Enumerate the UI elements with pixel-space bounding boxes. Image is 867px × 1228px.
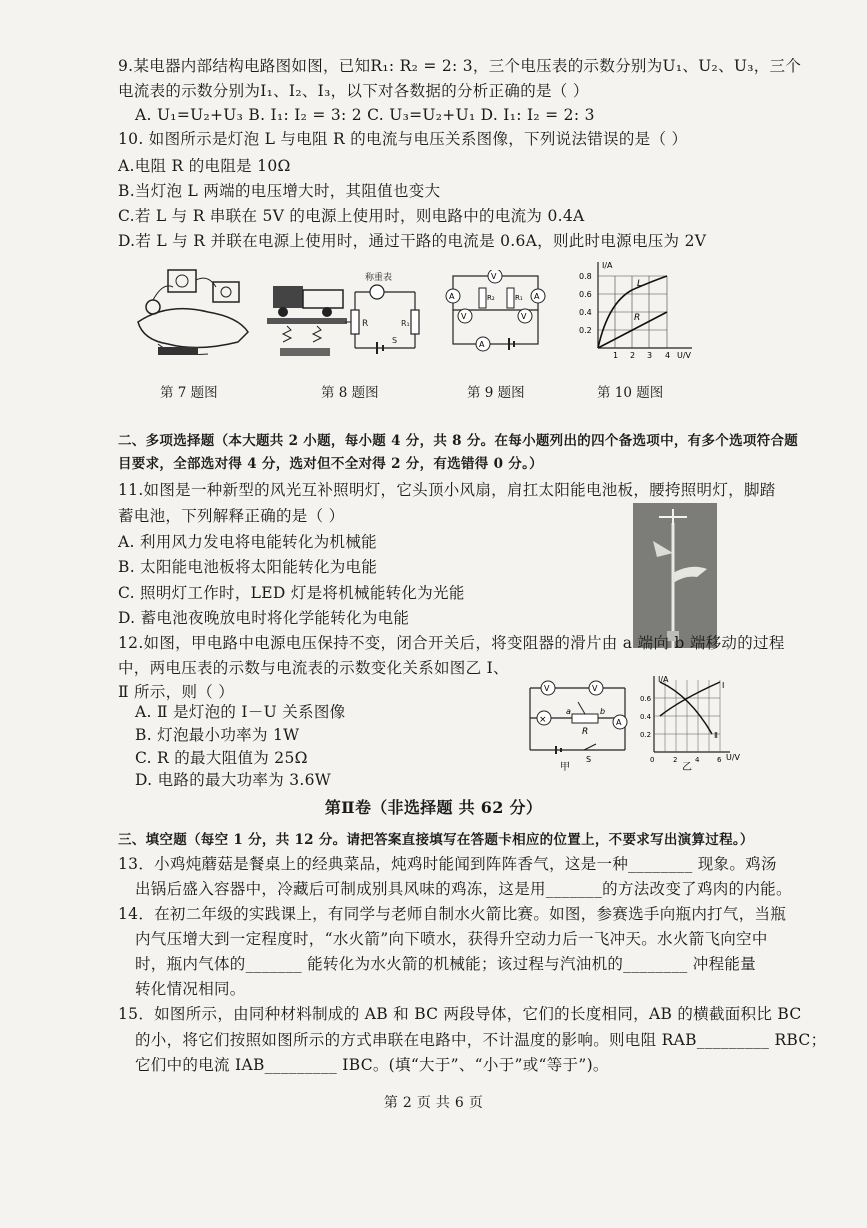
fig10-y-axis-label: I/A (602, 261, 613, 270)
svg-text:V: V (491, 272, 497, 281)
q14-line2: 内气压增大到一定程度时，“水火箭”向下喷水，获得升空动力后一飞冲天。水火箭飞向空中 (135, 930, 768, 948)
section3-heading: 三、填空题（每空 1 分，共 12 分。请把答案直接填写在答题卡相应的位置上，不要求写出演算过程。） (118, 832, 754, 848)
fig7-apparatus (128, 262, 258, 362)
q12-graph-x-tick: 4 (695, 756, 700, 764)
fig8-weighing-circuit (265, 268, 430, 363)
q10-stem: 10. 如图所示是灯泡 L 与电阻 R 的电流与电压关系图像，下列说法错误的是（ ） (118, 130, 688, 148)
fig10-x-tick: 2 (630, 351, 636, 360)
q10-option-d: D.若 L 与 R 并联在电源上使用时，通过干路的电流是 0.6A，则此时电源电压为 2V (118, 232, 707, 250)
fig10-x-tick: 1 (613, 351, 619, 360)
q12-graph-yi (640, 672, 745, 772)
svg-text:A: A (616, 718, 622, 727)
q9-line2: 电流表的示数分别为I₁、I₂、I₃，以下对各数据的分析正确的是（ ） (118, 82, 589, 100)
fig10-x-tick: 4 (665, 351, 671, 360)
fig10-x-axis-label: U/V (677, 351, 692, 360)
street-lamp-photo (633, 503, 717, 648)
q14-line1: 14．在初二年级的实践课上，有同学与老师自制水火箭比赛。如图，参赛选手向瓶内打气，当瓶 (118, 905, 787, 923)
q12-line2: 中，两电压表的示数与电流表的示数变化关系如图乙 Ⅰ、 (118, 659, 509, 677)
section2-heading-line2: 目要求，全部选对得 4 分，选对但不全对得 2 分，有选错得 0 分。） (118, 456, 543, 472)
q13-line2: 出锅后盛入容器中，冷藏后可制成别具风味的鸡冻，这是用_______的方法改变了鸡肉的内能。 (135, 880, 792, 898)
q15-line1: 15．如图所示，由同种材料制成的 AB 和 BC 两段导体，它们的长度相同，AB 的横截面积比 BC (118, 1005, 802, 1023)
q10-option-b: B.当灯泡 L 两端的电压增大时，其阻值也变大 (118, 182, 441, 200)
q12-graph-x-label: U/V (726, 753, 741, 762)
fig10-curve-l-label: L (637, 279, 643, 289)
q12-circuit-a-label: a (566, 707, 571, 716)
q12-graph-x-tick: 0 (650, 756, 655, 764)
q14-line3: 时，瓶内气体的_______ 能转化为水火箭的机械能；该过程与汽油机的________ 冲程能量 (135, 955, 757, 973)
q11-option-c: C. 照明灯工作时，LED 灯是将机械能转化为光能 (118, 584, 465, 602)
q12-circuit-r-label: R (582, 727, 589, 737)
svg-text:A: A (479, 340, 485, 349)
section2-heading-line1: 二、多项选择题（本大题共 2 小题，每小题 4 分，共 8 分。在每小题列出的四个备选项中，有多个选项符合题 (118, 433, 799, 449)
fig10-iu-graph (572, 258, 702, 363)
q10-option-a: A.电阻 R 的电阻是 10Ω (118, 157, 291, 175)
q12-circuit-b-label: b (600, 707, 606, 716)
fig8-s-label: S (392, 336, 398, 345)
svg-text:×: × (539, 715, 547, 725)
page-footer: 第 2 页 共 6 页 (383, 1095, 484, 1111)
fig10-y-tick: 0.2 (579, 326, 592, 335)
fig8-meter-label: 称重表 (365, 273, 393, 283)
fig9-caption: 第 9 题图 (467, 385, 525, 401)
part2-title: 第Ⅱ卷（非选择题 共 62 分） (324, 798, 543, 817)
q12-line1: 12.如图，甲电路中电源电压保持不变，闭合开关后，将变阻器的滑片由 a 端向 b 端移动的过程 (118, 634, 785, 652)
q12-option-c: C. R 的最大阻值为 25Ω (135, 749, 308, 767)
fig10-y-tick: 0.6 (579, 290, 592, 299)
q15-line2: 的小，将它们按照如图所示的方式串联在电路中，不计温度的影响。则电阻 RAB_________ RBC； (135, 1031, 827, 1049)
q12-graph-y-tick: 0.2 (640, 731, 652, 739)
svg-text:V: V (592, 684, 598, 693)
q9-options: A. U₁=U₂+U₃ B. I₁: I₂ = 3: 2 C. U₃=U₂+U₁ D. I₁: I₂ = 2: 3 (135, 106, 595, 124)
q12-graph-curve-label: Ⅱ (714, 731, 718, 740)
q12-option-d: D. 电路的最大功率为 3.6W (135, 771, 332, 789)
fig8-caption: 第 8 题图 (321, 385, 379, 401)
svg-text:A: A (449, 292, 455, 301)
q12-option-b: B. 灯泡最小功率为 1W (135, 726, 300, 744)
q12-graph-y-tick: 0.6 (640, 695, 652, 703)
q9-line1: 9.某电器内部结构电路图如图，已知R₁: R₂ = 2: 3，三个电压表的示数分别为U₁、U₂、U₃，三个 (118, 57, 802, 75)
q11-option-b: B. 太阳能电池板将太阳能转化为电能 (118, 558, 378, 576)
q12-graph-y-tick: 0.4 (640, 713, 652, 721)
fig10-y-tick: 0.4 (579, 308, 592, 317)
fig10-caption: 第 10 题图 (597, 385, 664, 401)
q11-option-a: A. 利用风力发电将电能转化为机械能 (118, 533, 377, 551)
fig10-x-tick: 3 (647, 351, 653, 360)
q10-option-c: C.若 L 与 R 串联在 5V 的电源上使用时，则电路中的电流为 0.4A (118, 207, 585, 225)
q12-fig-jia-label: 甲 (560, 762, 570, 772)
q12-graph-x-tick: 2 (673, 756, 678, 764)
q12-graph-y-label: I/A (658, 675, 669, 684)
svg-text:V: V (544, 684, 550, 693)
svg-text:V: V (521, 312, 527, 321)
q12-graph-x-tick: 6 (717, 756, 722, 764)
fig8-r1-label: R₁ (401, 319, 410, 328)
q12-graph-curve-label: Ⅰ (722, 681, 725, 690)
q11-line1: 11.如图是一种新型的风光互补照明灯，它头顶小风扇，肩扛太阳能电池板，腰挎照明灯，脚踏 (118, 481, 776, 499)
fig9-r1-label: R₁ (515, 294, 523, 302)
q12-line3: Ⅱ 所示，则（ ） (118, 683, 235, 701)
fig10-y-tick: 0.8 (579, 272, 592, 281)
svg-text:A: A (534, 292, 540, 301)
q12-option-a: A. Ⅱ 是灯泡的 I－U 关系图像 (135, 703, 346, 721)
q13-line1: 13．小鸡炖蘑菇是餐桌上的经典菜品，炖鸡时能闻到阵阵香气，这是一种________ 现象。鸡汤 (118, 855, 777, 873)
q15-line3: 它们中的电流 IAB_________ IBC。(填“大于”、“小于”或“等于”)。 (135, 1056, 609, 1074)
fig7-caption: 第 7 题图 (160, 385, 218, 401)
q12-fig-yi-label: 乙 (682, 762, 692, 772)
fig8-r-label: R (362, 319, 369, 329)
q14-line4: 转化情况相同。 (135, 980, 246, 998)
fig10-curve-r-label: R (634, 313, 641, 323)
svg-text:V: V (461, 312, 467, 321)
q11-option-d: D. 蓄电池夜晚放电时将化学能转化为电能 (118, 609, 410, 627)
fig9-r2-label: R₂ (487, 294, 495, 302)
fig9-circuit (443, 270, 548, 355)
q11-line2: 蓄电池，下列解释正确的是（ ） (118, 507, 345, 525)
q12-circuit-jia (520, 672, 635, 772)
q12-circuit-s-label: S (586, 755, 592, 764)
